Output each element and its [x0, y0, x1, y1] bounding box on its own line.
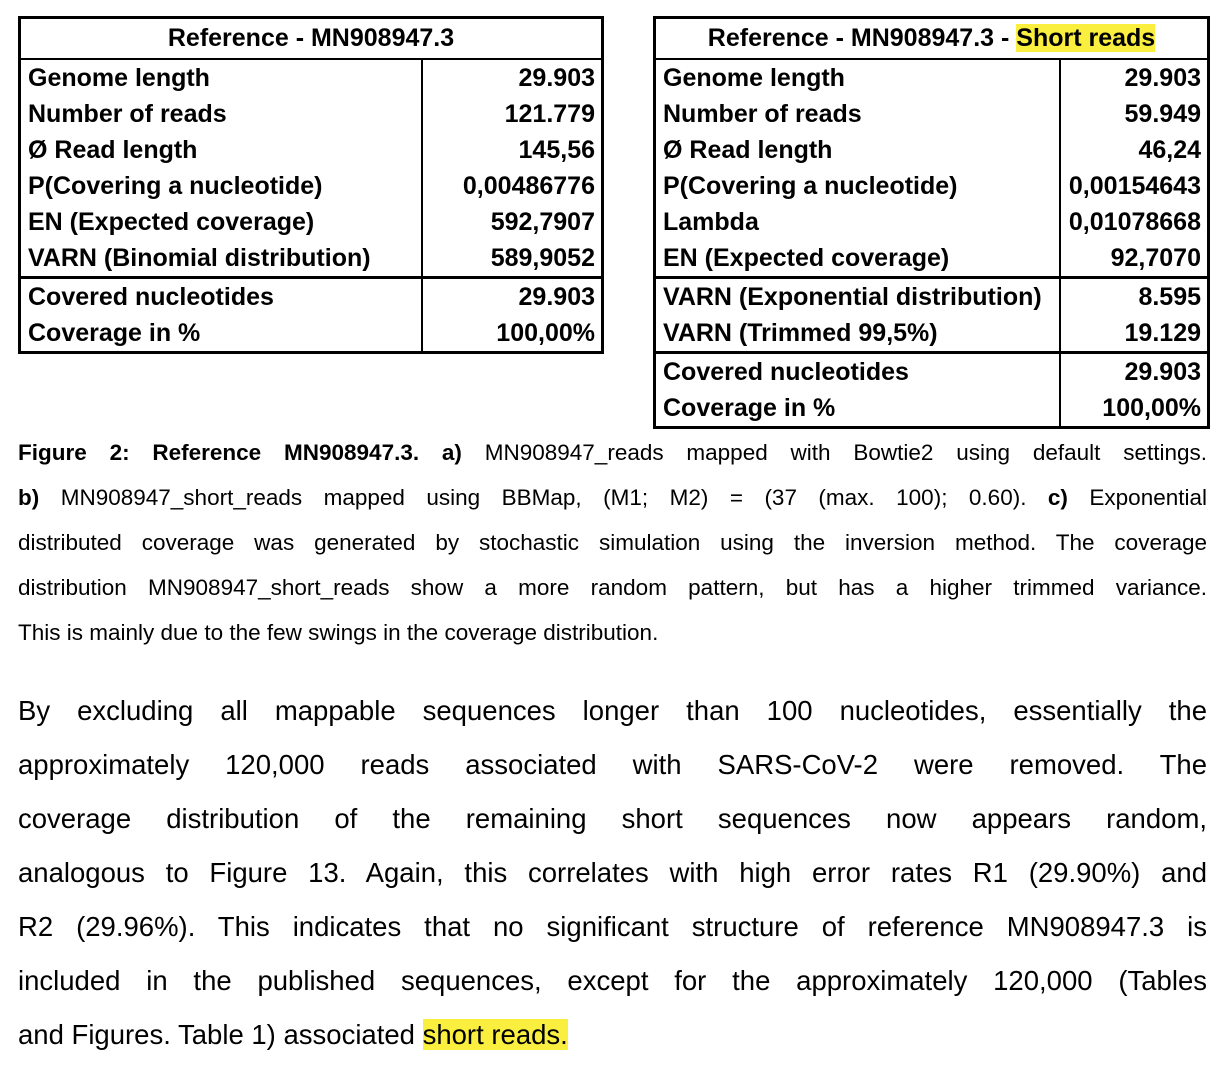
- table-row: [656, 132, 1207, 168]
- table-group: [656, 351, 1207, 426]
- table-row: [21, 315, 601, 351]
- text-line: [18, 738, 1207, 792]
- text-line: [18, 475, 1207, 520]
- table-group: [21, 60, 601, 276]
- text-segment: distribution MN908947_short_reads show a more random pattern, but has a higher trimmed variance.: [18, 575, 1207, 600]
- text-line: [18, 846, 1207, 900]
- row-label: Number of reads: [656, 96, 1061, 132]
- reference-table-body: [21, 60, 601, 351]
- row-label: Lambda: [656, 204, 1061, 240]
- row-value: 145,56: [518, 136, 595, 164]
- short-reads-table-title: [656, 19, 1207, 60]
- row-label: Ø Read length: [656, 132, 1061, 168]
- row-value: 0,00154643: [1068, 172, 1201, 200]
- table-group: [656, 276, 1207, 351]
- row-label: VARN (Exponential distribution): [656, 279, 1061, 315]
- short-reads-table: [653, 16, 1210, 429]
- text-line: [18, 430, 1207, 475]
- short-reads-table-title-highlight: Short reads: [1016, 24, 1156, 52]
- table-row: [656, 60, 1207, 96]
- table-row: [21, 168, 601, 204]
- row-label: Coverage in %: [656, 390, 1061, 426]
- reference-table-title: [21, 19, 601, 60]
- row-value: 100,00%: [496, 319, 595, 347]
- row-label: Covered nucleotides: [21, 279, 423, 315]
- row-value: 59.949: [1124, 100, 1201, 128]
- row-value: 29.903: [1124, 358, 1201, 386]
- short-reads-table-body: [656, 60, 1207, 426]
- table-row: [21, 132, 601, 168]
- bold-text: Figure 2: Reference MN908947.3. a): [18, 440, 462, 465]
- text-segment: This is mainly due to the few swings in the coverage distribution.: [18, 620, 659, 645]
- text-line: [18, 1008, 1207, 1062]
- reference-table-title-text: Reference - MN908947.3: [167, 24, 455, 52]
- table-row: [656, 240, 1207, 276]
- table-row: [21, 240, 601, 276]
- short-reads-table-title-text: Reference - MN908947.3 -: [707, 24, 1017, 52]
- table-row: [21, 60, 601, 96]
- row-value: 121.779: [504, 100, 595, 128]
- row-value: 0,01078668: [1068, 208, 1201, 236]
- row-label: VARN (Trimmed 99,5%): [656, 315, 1061, 351]
- row-label: VARN (Binomial distribution): [21, 240, 423, 276]
- row-value: 29.903: [518, 283, 595, 311]
- row-value: 589,9052: [490, 244, 595, 272]
- table-row: [656, 279, 1207, 315]
- row-value: 92,7070: [1110, 244, 1201, 272]
- row-value: 29.903: [518, 64, 595, 92]
- row-label: Coverage in %: [21, 315, 423, 351]
- row-label: Ø Read length: [21, 132, 423, 168]
- table-group: [656, 60, 1207, 276]
- figure-caption: [18, 430, 1207, 655]
- text-line: [18, 792, 1207, 846]
- row-value: 8.595: [1138, 283, 1201, 311]
- text-segment: and Figures. Table 1) associated: [18, 1019, 423, 1050]
- text-line: [18, 954, 1207, 1008]
- table-row: [656, 168, 1207, 204]
- highlighted-text: short reads.: [422, 1019, 568, 1050]
- row-label: EN (Expected coverage): [656, 240, 1061, 276]
- text-segment: MN908947_reads mapped with Bowtie2 using default settings.: [461, 440, 1207, 465]
- table-row: [656, 390, 1207, 426]
- text-segment: approximately 120,000 reads associated with SARS-CoV-2 were removed. The: [18, 749, 1207, 780]
- table-row: [656, 96, 1207, 132]
- row-label: Genome length: [656, 60, 1061, 96]
- bold-text: b): [18, 485, 40, 510]
- text-segment: analogous to Figure 13. Again, this correlates with high error rates R1 (29.90%) and: [18, 857, 1207, 888]
- text-segment: distributed coverage was generated by stochastic simulation using the inversion method. The coverage: [18, 530, 1207, 555]
- row-value: 29.903: [1124, 64, 1201, 92]
- table-row: [656, 315, 1207, 351]
- text-segment: Exponential: [1067, 485, 1207, 510]
- row-label: P(Covering a nucleotide): [21, 168, 423, 204]
- text-segment: R2 (29.96%). This indicates that no significant structure of reference MN908947.3 is: [18, 911, 1207, 942]
- row-label: Number of reads: [21, 96, 423, 132]
- bold-text: c): [1047, 485, 1068, 510]
- row-label: EN (Expected coverage): [21, 204, 423, 240]
- row-value: 19.129: [1124, 319, 1201, 347]
- text-segment: included in the published sequences, except for the approximately 120,000 (Tables: [18, 965, 1207, 996]
- text-line: [18, 520, 1207, 565]
- row-label: Genome length: [21, 60, 423, 96]
- row-value: 0,00486776: [462, 172, 595, 200]
- text-line: [18, 565, 1207, 610]
- table-row: [21, 279, 601, 315]
- text-segment: coverage distribution of the remaining short sequences now appears random,: [18, 803, 1207, 834]
- reference-table: [18, 16, 604, 354]
- row-label: P(Covering a nucleotide): [656, 168, 1061, 204]
- table-row: [656, 204, 1207, 240]
- table-row: [21, 96, 601, 132]
- table-group: [21, 276, 601, 351]
- row-value: 592,7907: [490, 208, 595, 236]
- row-value: 46,24: [1138, 136, 1201, 164]
- text-line: [18, 610, 1207, 655]
- text-segment: MN908947_short_reads mapped using BBMap, (M1; M2) = (37 (max. 100); 0.60).: [39, 485, 1048, 510]
- table-row: [21, 204, 601, 240]
- text-segment: By excluding all mappable sequences longer than 100 nucleotides, essentially the: [18, 695, 1207, 726]
- text-line: [18, 684, 1207, 738]
- row-value: 100,00%: [1102, 394, 1201, 422]
- text-line: [18, 900, 1207, 954]
- body-paragraph: [18, 684, 1207, 1062]
- table-row: [656, 354, 1207, 390]
- row-label: Covered nucleotides: [656, 354, 1061, 390]
